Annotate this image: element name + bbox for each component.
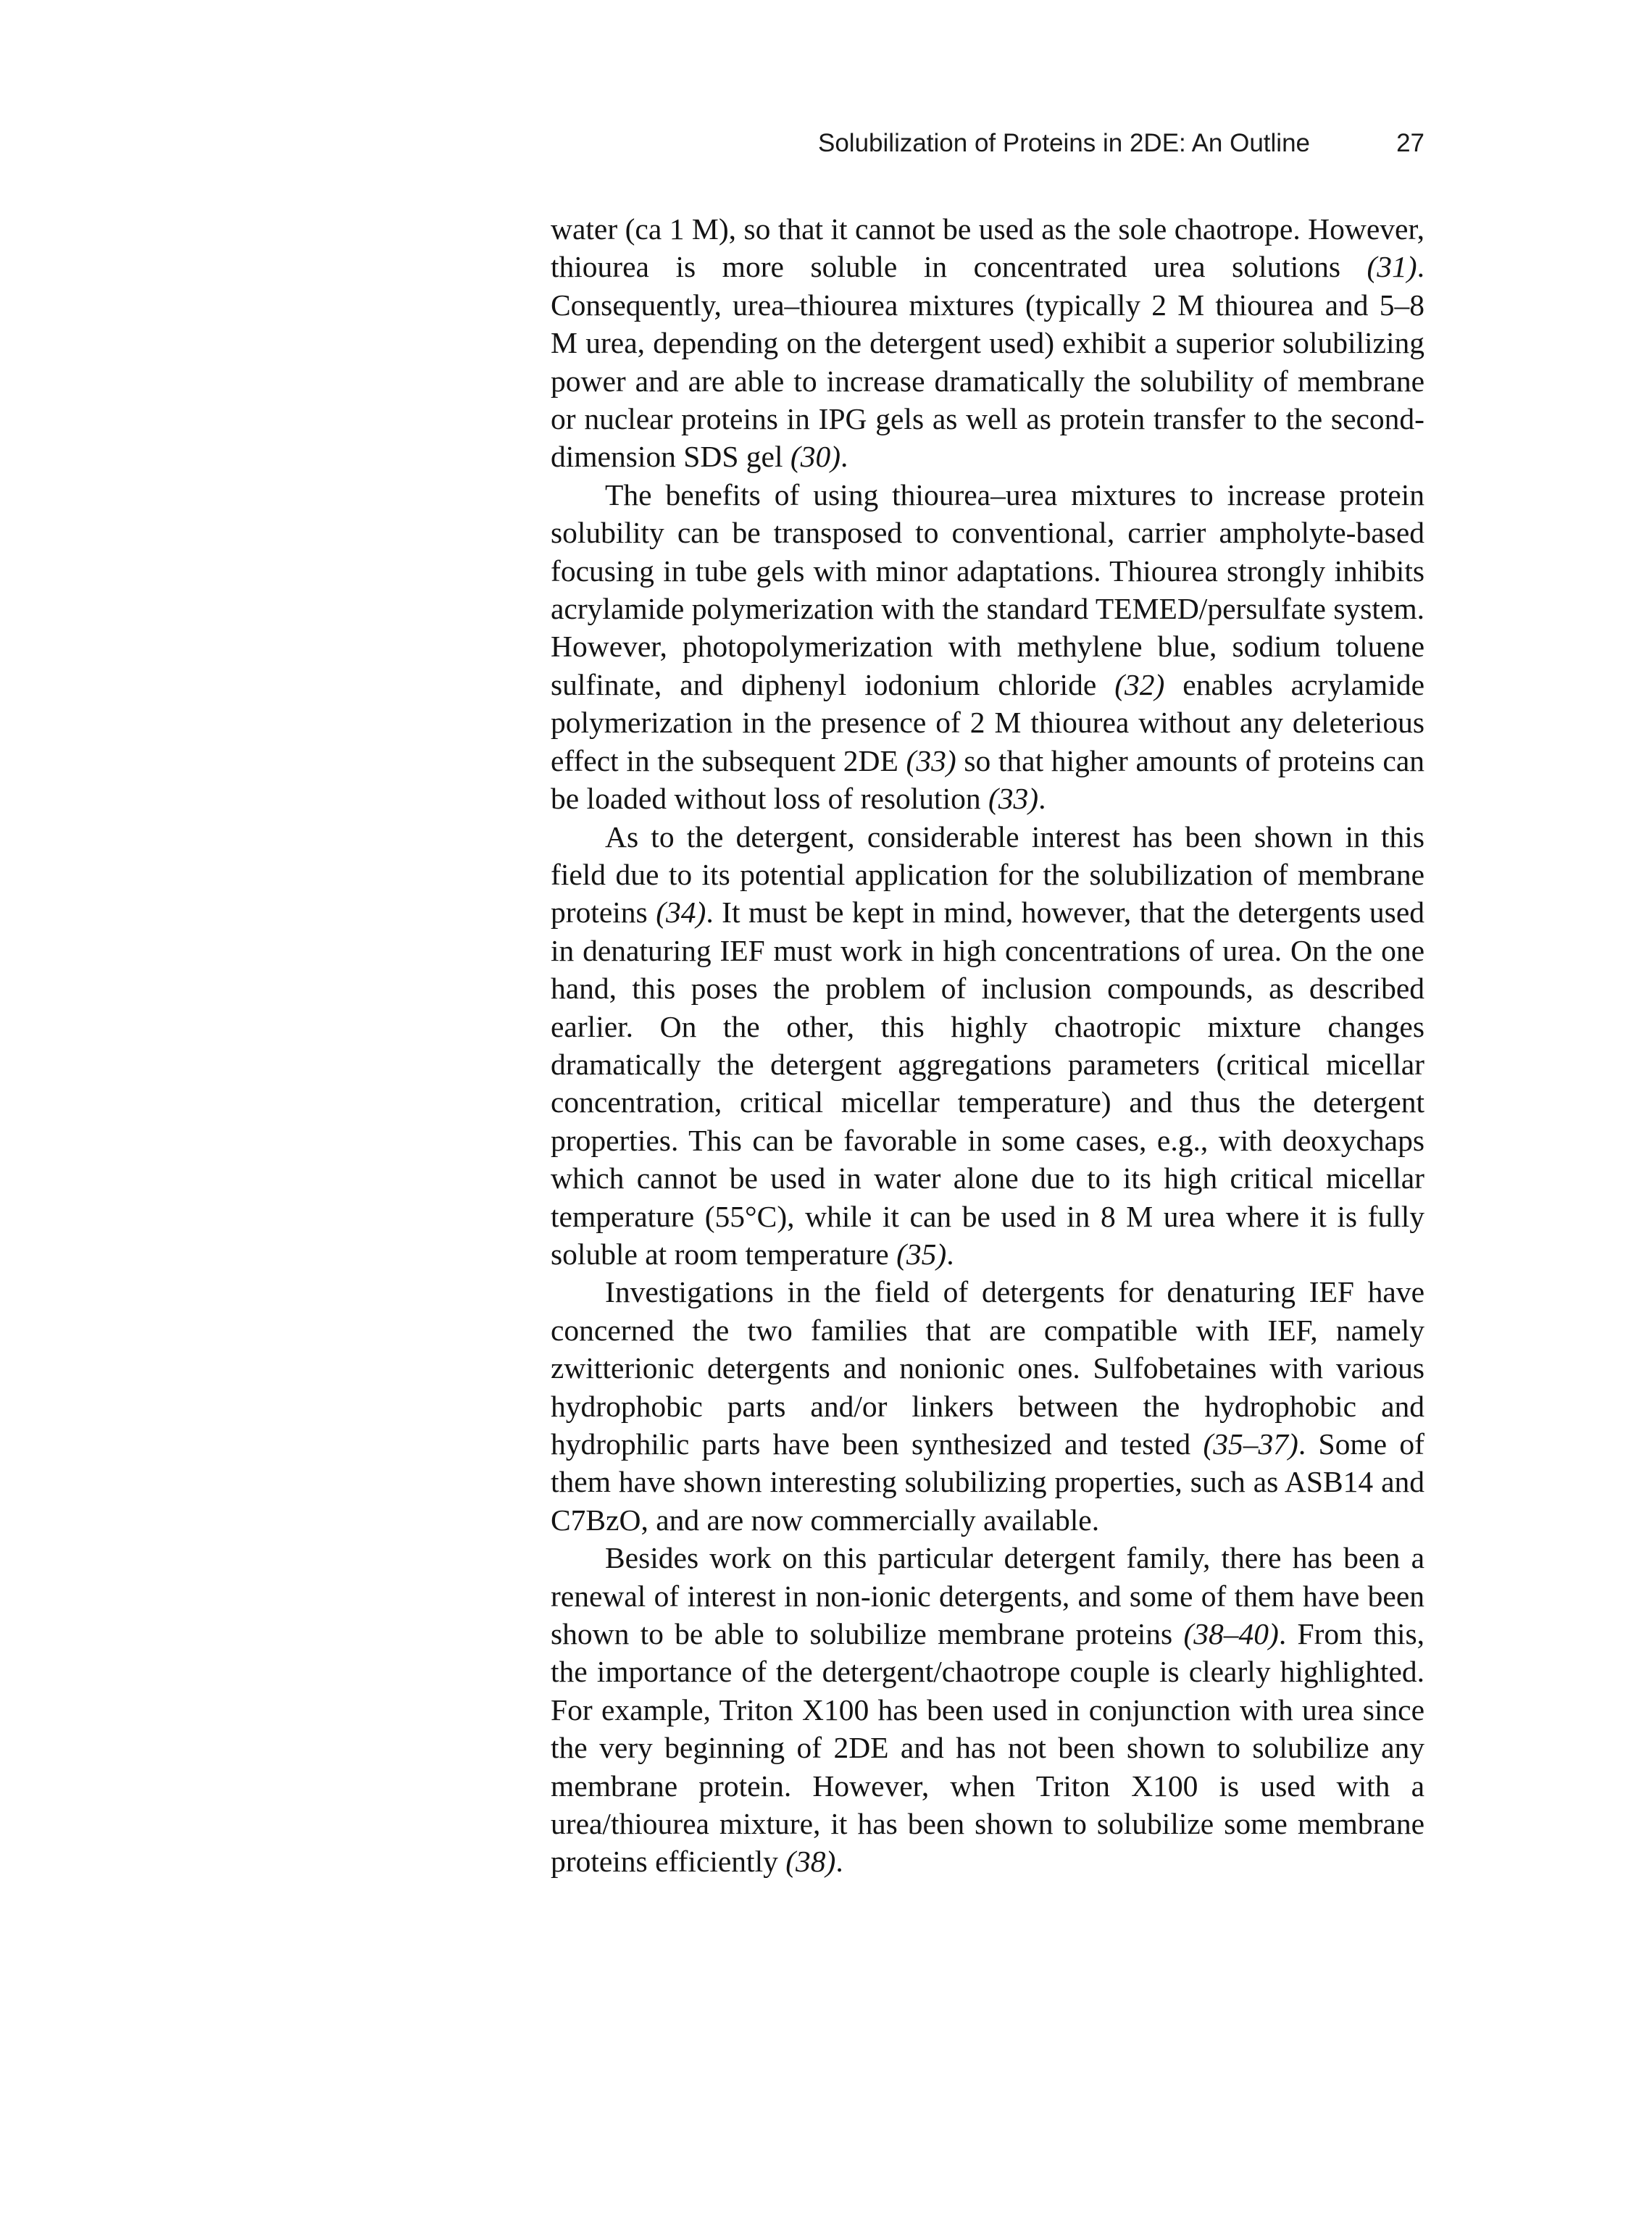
text-run: . From this, the importance of the detergent/chaotrope couple is clearly highlighted. For example, Triton X100 has been used in conjunction with urea since the very beginning of 2DE and has not been shown to solubilize any membrane protein. However, when Triton X100 is used with a urea/thiourea mixture, it has been shown to solubilize some membrane proteins efficiently	[551, 1617, 1425, 1879]
running-title: Solubilization of Proteins in 2DE: An Outline	[818, 129, 1310, 157]
page-number: 27	[1396, 129, 1424, 157]
citation: (35)	[896, 1237, 947, 1271]
paragraph	[551, 1539, 1424, 1881]
paragraph	[551, 210, 1424, 476]
text-run: Besides work on this particular detergent family, there has been a renewal of interest in non-ionic detergents, and some of them have been shown to be able to solubilize membrane proteins	[551, 1541, 1424, 1651]
citation: (31)	[1367, 250, 1417, 284]
text-run: The benefits of using thiourea–urea mixtures to increase protein solubility can be transposed to conventional, carrier ampholyte-based focusing in tube gels with minor adaptations. Thiourea strongly inhibits acrylamide polymerization with the standard TEMED/persulfate system. However, photopolymerization with methylene blue, sodium toluene sulfinate, and diphenyl iodonium chloride	[551, 477, 1424, 701]
text-run: .	[840, 440, 848, 474]
text-run: so that higher amounts of proteins can be loaded without loss of resolution	[551, 743, 1424, 816]
citation: (38–40)	[1183, 1617, 1279, 1651]
text-run: . Consequently, urea–thiourea mixtures (typically 2 M thiourea and 5–8 M urea, depending on the detergent used) exhibit a superior solubilizing power and are able to increase dramatically the solubility of membrane or nuclear proteins in IPG gels as well as protein transfer to the second-dimension SDS gel	[551, 250, 1424, 474]
citation: (33)	[988, 782, 1039, 816]
citation: (32)	[1114, 667, 1165, 701]
text-run: . It must be kept in mind, however, that the detergents used in denaturing IEF must work in high concentrations of urea. On the one hand, this poses the problem of inclusion compounds, as described earlier. On the other, this highly chaotropic mixture changes dramatically the detergent aggregations parameters (critical micellar concentration, critical micellar temperature) and thus the detergent properties. This can be favorable in some cases, e.g., with deoxychaps which cannot be used in water alone due to its high critical micellar temperature (55°C), while it can be used in 8 M urea where it is fully soluble at room temperature	[551, 896, 1424, 1271]
text-run: .	[946, 1237, 954, 1271]
text-run: water (ca 1 M), so that it cannot be used as the sole chaotrope. However, thiourea is more soluble in concentrated urea solutions	[551, 212, 1424, 284]
citation: (33)	[906, 743, 956, 777]
paragraph	[551, 818, 1424, 1274]
text-run: . Some of them have shown interesting solubilizing properties, such as ASB14 and C7BzO, and are now commercially available.	[551, 1427, 1424, 1537]
text-run: .	[835, 1845, 843, 1879]
text-run: As to the detergent, considerable interest has been shown in this field due to its potential application for the solubilization of membrane proteins	[551, 819, 1424, 930]
paragraph	[551, 1273, 1424, 1539]
running-head	[551, 129, 1424, 172]
paragraph	[551, 476, 1424, 818]
citation: (34)	[656, 896, 706, 930]
citation: (30)	[790, 440, 841, 474]
text-run: enables acrylamide polymerization in the presence of 2 M thiourea without any deleterious effect in the subsequent 2DE	[551, 667, 1425, 777]
body-text	[551, 210, 1424, 1881]
text-run: .	[1038, 782, 1046, 816]
citation: (35–37)	[1203, 1427, 1298, 1461]
text-run: Investigations in the field of detergents for denaturing IEF have concerned the two families that are compatible with IEF, namely zwitterionic detergents and nonionic ones. Sulfobetaines with various hydrophobic parts and/or linkers between the hydrophobic and hydrophilic parts have been synthesized and tested	[551, 1275, 1424, 1461]
citation: (38)	[785, 1845, 836, 1879]
